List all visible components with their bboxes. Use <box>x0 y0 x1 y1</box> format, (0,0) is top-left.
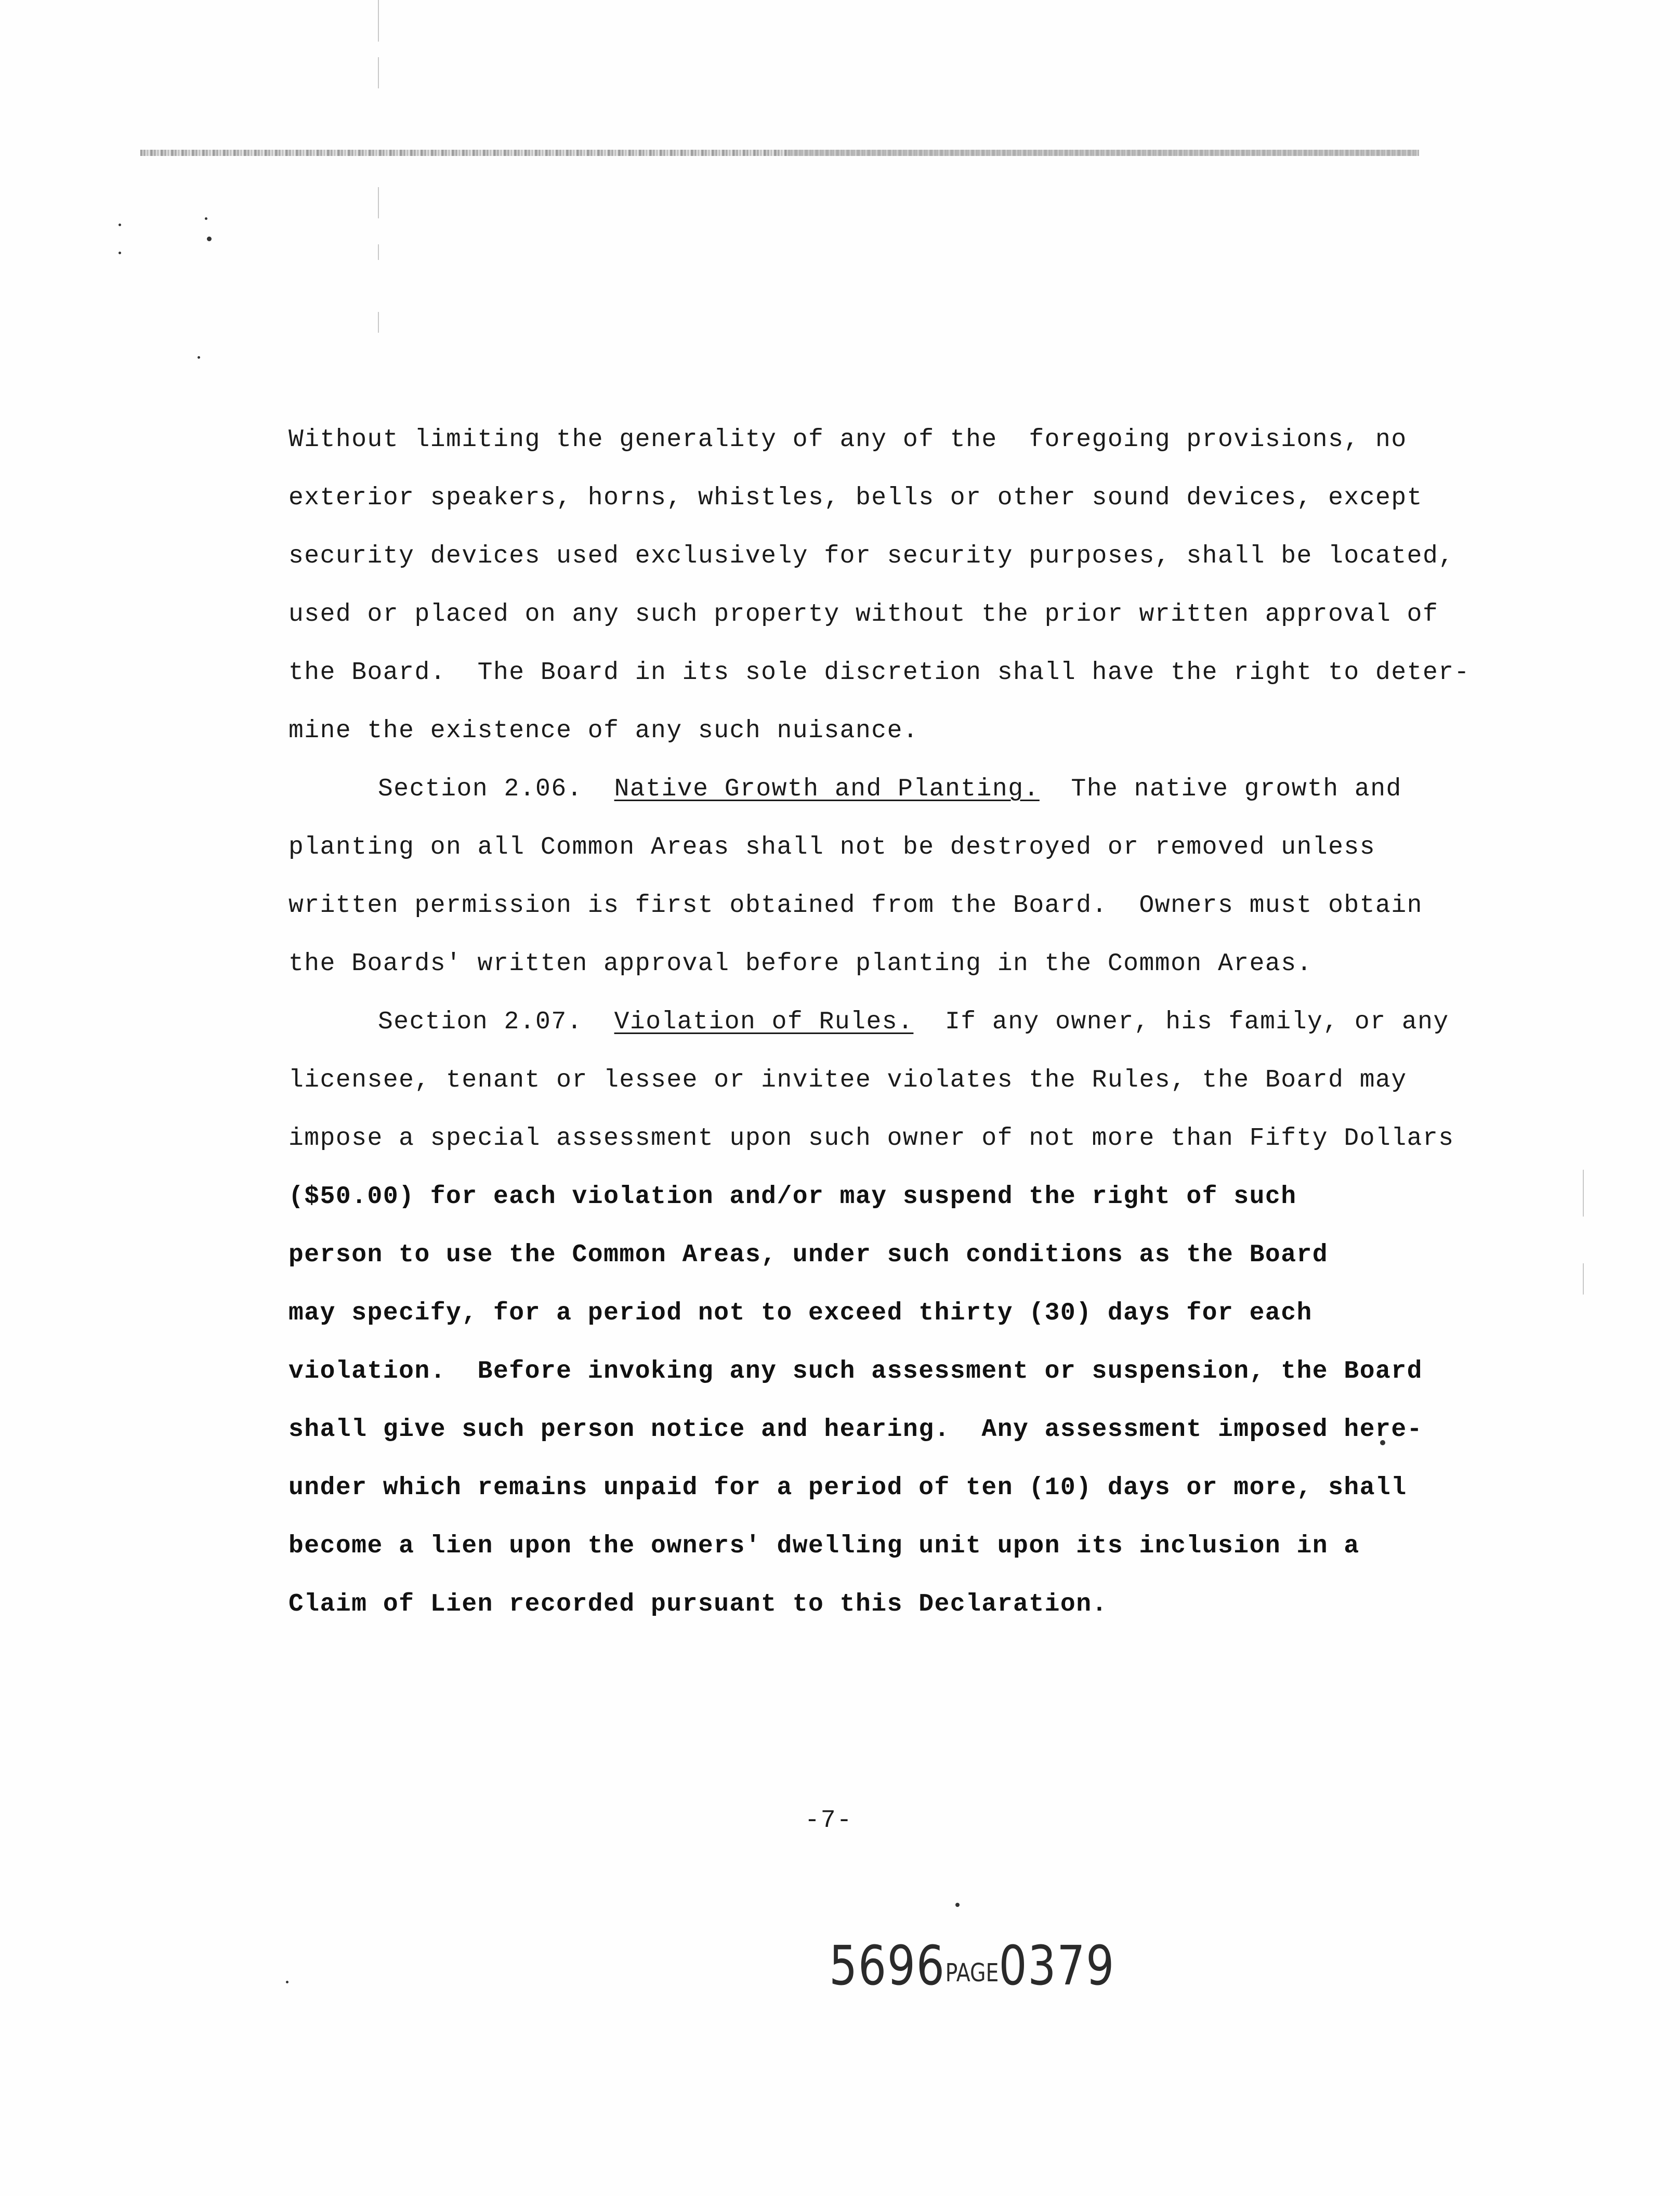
text-line: ($50.00) for each violation and/or may suspend the right of such <box>288 1183 1297 1211</box>
text-line: become a lien upon the owners' dwelling unit upon its inclusion in a <box>288 1532 1360 1560</box>
scan-speck <box>119 252 121 254</box>
stamp-page-label: PAGE <box>945 1958 999 1988</box>
scan-speck <box>286 1981 288 1983</box>
page-number: -7- <box>805 1807 853 1835</box>
section-2-07-first-line <box>288 993 1449 1051</box>
scan-speck <box>955 1903 960 1907</box>
scan-artifact-line <box>1583 1263 1584 1295</box>
section-2-07-prefix: Section 2.07. <box>378 1008 614 1036</box>
scan-artifact-line <box>378 244 379 260</box>
text-line: person to use the Common Areas, under such conditions as the Board <box>288 1241 1329 1269</box>
stamp-book-number: 5696 <box>829 1934 946 1997</box>
text-line: Claim of Lien recorded pursuant to this Declaration. <box>288 1590 1108 1618</box>
text-line: under which remains unpaid for a period of ten (10) days or more, shall <box>288 1474 1407 1502</box>
scan-artifact-line <box>378 312 379 333</box>
text-line: the Board. The Board in its sole discretion shall have the right to deter- <box>288 659 1470 687</box>
scan-artifact-line <box>1583 1170 1584 1217</box>
section-2-06-heading: Native Growth and Planting. <box>614 775 1040 803</box>
text-line: the Boards' written approval before planting in the Common Areas. <box>288 950 1312 978</box>
section-2-06-first-line-rest: The native growth and <box>1039 775 1402 803</box>
scan-speck <box>119 224 121 226</box>
text-line: impose a special assessment upon such owner of not more than Fifty Dollars <box>288 1125 1454 1153</box>
text-line: written permission is first obtained from the Board. Owners must obtain <box>288 892 1423 920</box>
scan-artifact-band-light <box>790 150 1419 156</box>
stamp-page-number: 0379 <box>999 1934 1115 1997</box>
text-line: shall give such person notice and hearing. Any assessment imposed here- <box>288 1416 1423 1444</box>
section-2-07-first-line-rest: If any owner, his family, or any <box>913 1008 1449 1036</box>
text-line: Without limiting the generality of any of the foregoing provisions, no <box>288 426 1407 454</box>
scan-speck <box>207 237 212 241</box>
body-text <box>288 411 1470 1633</box>
text-line: violation. Before invoking any such assessment or suspension, the Board <box>288 1357 1423 1385</box>
section-2-06-prefix: Section 2.06. <box>378 775 614 803</box>
recording-stamp <box>829 1934 1115 1997</box>
scan-artifact-line <box>378 0 379 42</box>
text-line: planting on all Common Areas shall not be destroyed or removed unless <box>288 833 1376 861</box>
text-line: exterior speakers, horns, whistles, bells or other sound devices, except <box>288 484 1423 512</box>
section-2-07-heading: Violation of Rules. <box>614 1008 914 1036</box>
text-line: may specify, for a period not to exceed thirty (30) days for each <box>288 1299 1312 1327</box>
text-line: mine the existence of any such nuisance. <box>288 717 919 745</box>
scan-artifact-line <box>378 187 379 218</box>
text-line: security devices used exclusively for security purposes, shall be located, <box>288 542 1454 570</box>
scan-speck <box>198 356 200 359</box>
scan-speck <box>205 217 207 220</box>
text-line: used or placed on any such property without the prior written approval of <box>288 600 1439 629</box>
scan-artifact-line <box>378 57 379 88</box>
section-2-06-first-line <box>288 760 1422 818</box>
text-line: licensee, tenant or lessee or invitee violates the Rules, the Board may <box>288 1066 1407 1094</box>
